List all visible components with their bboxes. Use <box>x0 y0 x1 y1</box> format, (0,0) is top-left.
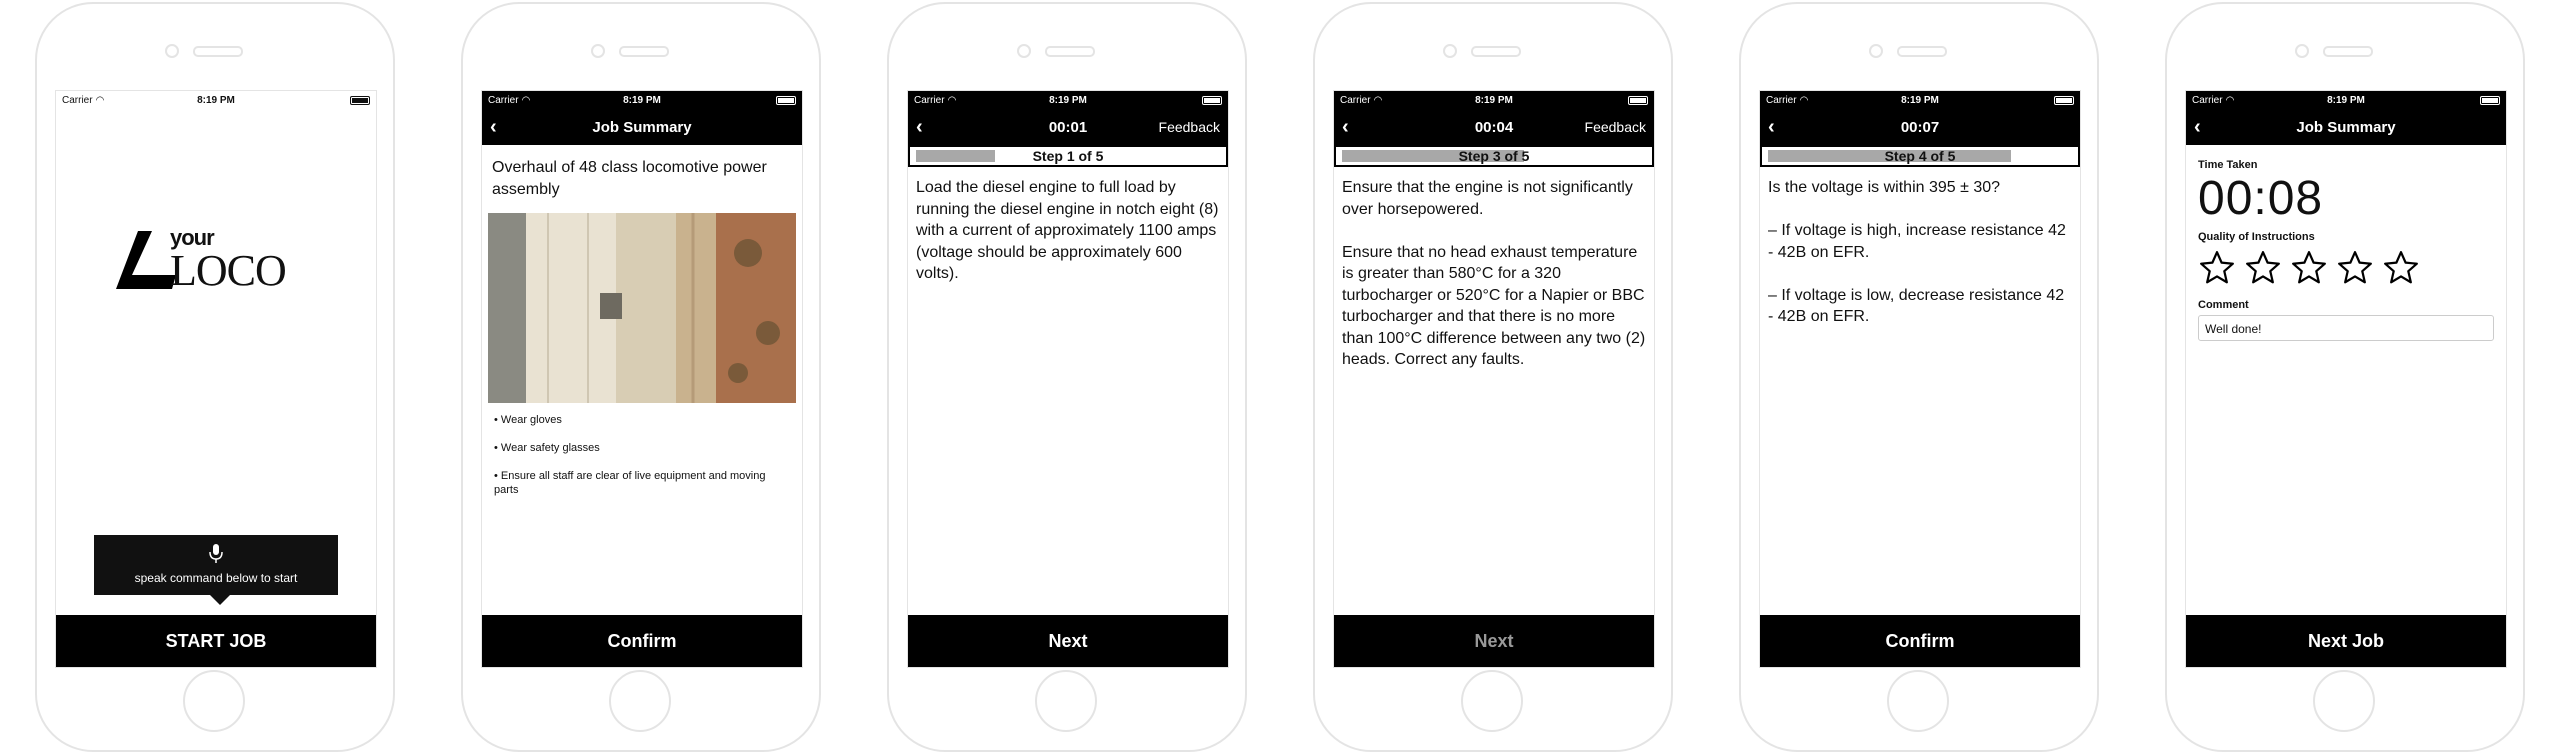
camera <box>2295 44 2309 58</box>
feedback-button[interactable]: Feedback <box>1584 119 1646 135</box>
home-button <box>2313 670 2375 732</box>
speaker <box>1045 46 1095 57</box>
battery-icon <box>776 96 796 105</box>
logo-small-text: your <box>170 225 214 250</box>
status-bar <box>56 91 376 109</box>
feedback-button[interactable]: Feedback <box>1158 119 1220 135</box>
speaker <box>193 46 243 57</box>
home-button <box>183 670 245 732</box>
step-timer: 00:07 <box>1900 118 1940 136</box>
battery-icon <box>2480 96 2500 105</box>
back-chevron-icon[interactable]: ‹ <box>916 116 923 138</box>
carrier-label: Carrier <box>2192 94 2223 106</box>
status-bar <box>2186 91 2506 109</box>
star-icon[interactable] <box>2290 249 2328 287</box>
step-instructions: Load the diesel engine to full load by running the diesel engine in notch eight (8) with a current of approximately 1100 amps (voltage should be approximately 600 volts). <box>916 179 1219 282</box>
status-time: 8:19 PM <box>623 94 661 106</box>
status-bar <box>1334 91 1654 109</box>
nav-title: Job Summary <box>592 118 692 136</box>
carrier-label: Carrier <box>62 94 93 106</box>
speaker <box>1471 46 1521 57</box>
carrier-label: Carrier <box>1340 94 1371 106</box>
next-job-button[interactable]: Next Job <box>2186 615 2506 667</box>
step-progress <box>908 145 1228 167</box>
step-label: Step 3 of 5 <box>1458 148 1530 164</box>
phone-frame-1 <box>35 2 395 752</box>
confirm-button[interactable]: Confirm <box>482 615 802 667</box>
battery-icon <box>350 96 370 105</box>
app-logo <box>116 225 326 301</box>
wifi-icon: ◠ <box>1799 94 1809 106</box>
wifi-icon: ◠ <box>947 94 957 106</box>
step-3-screen <box>1333 90 1655 668</box>
home-button <box>1887 670 1949 732</box>
back-chevron-icon[interactable]: ‹ <box>490 116 497 138</box>
wifi-icon: ◠ <box>1373 94 1383 106</box>
start-screen <box>55 90 377 668</box>
star-icon[interactable] <box>2336 249 2374 287</box>
rating-stars <box>2186 243 2506 293</box>
status-time: 8:19 PM <box>1049 94 1087 106</box>
step-progress <box>1760 145 2080 167</box>
star-icon[interactable] <box>2382 249 2420 287</box>
safety-list <box>482 403 802 521</box>
wifi-icon: ◠ <box>95 94 105 106</box>
next-button[interactable]: Next <box>1334 615 1654 667</box>
nav-bar <box>1334 109 1654 145</box>
completion-summary-screen <box>2185 90 2507 668</box>
battery-icon <box>1628 96 1648 105</box>
status-time: 8:19 PM <box>1901 94 1939 106</box>
camera <box>1443 44 1457 58</box>
nav-bar <box>1760 109 2080 145</box>
speaker <box>2323 46 2373 57</box>
step-timer: 00:01 <box>1048 118 1088 136</box>
job-summary-screen <box>481 90 803 668</box>
phone-frame-6 <box>2165 2 2525 752</box>
star-icon[interactable] <box>2198 249 2236 287</box>
status-time: 8:19 PM <box>1475 94 1513 106</box>
speaker <box>619 46 669 57</box>
nav-bar <box>2186 109 2506 145</box>
home-button <box>1461 670 1523 732</box>
back-chevron-icon[interactable]: ‹ <box>2194 116 2201 138</box>
phone-frame-5 <box>1739 2 2099 752</box>
step-instructions: Is the voltage is within 395 ± 30? – If voltage is high, increase resistance 42 - 42B on EFR. – If voltage is low, decrease resistance 42 - 42B on EFR. <box>1768 179 2066 325</box>
back-chevron-icon[interactable]: ‹ <box>1768 116 1775 138</box>
aerial-photo-image <box>488 213 796 403</box>
star-icon[interactable] <box>2244 249 2282 287</box>
phone-frame-4 <box>1313 2 1673 752</box>
microphone-icon <box>206 543 226 565</box>
phone-frame-3 <box>887 2 1247 752</box>
home-button <box>1035 670 1097 732</box>
voice-tooltip <box>94 535 338 595</box>
step-progress <box>1334 145 1654 167</box>
quality-label: Quality of Instructions <box>2198 231 2315 243</box>
carrier-label: Carrier <box>1766 94 1797 106</box>
carrier-label: Carrier <box>488 94 519 106</box>
phone-frame-2 <box>461 2 821 752</box>
job-heading: Overhaul of 48 class locomotive power assembly <box>492 159 767 198</box>
status-time: 8:19 PM <box>197 94 235 106</box>
status-bar <box>1760 91 2080 109</box>
step-instructions: Ensure that the engine is not significantly over horsepowered. Ensure that no head exhaust temperature is greater than 580°C for a 320 turbocharger or 520°C for a Napier or BBC turbocharger and that there is no more than 100°C difference between any two (2) heads. Correct any faults. <box>1342 179 1646 368</box>
step-4-screen <box>1759 90 2081 668</box>
start-job-button[interactable]: START JOB <box>56 615 376 667</box>
list-item: • Wear gloves <box>494 414 562 426</box>
step-label: Step 4 of 5 <box>1884 148 1956 164</box>
step-1-screen <box>907 90 1229 668</box>
step-timer: 00:04 <box>1474 118 1514 136</box>
next-button[interactable]: Next <box>908 615 1228 667</box>
status-time: 8:19 PM <box>2327 94 2365 106</box>
comment-label: Comment <box>2198 299 2249 311</box>
time-taken-value: 00:08 <box>2198 172 2324 225</box>
list-item: • Wear safety glasses <box>494 442 600 454</box>
wifi-icon: ◠ <box>2225 94 2235 106</box>
wifi-icon: ◠ <box>521 94 531 106</box>
camera <box>1869 44 1883 58</box>
list-item: • Ensure all staff are clear of live equipment and moving parts <box>494 470 766 496</box>
carrier-label: Carrier <box>914 94 945 106</box>
logo-main-text: LOCO <box>170 246 286 295</box>
tooltip-text: speak command below to start <box>134 571 298 585</box>
nav-title: Job Summary <box>2296 118 2396 136</box>
confirm-button[interactable]: Confirm <box>1760 615 2080 667</box>
home-button <box>609 670 671 732</box>
camera <box>591 44 605 58</box>
locomotive-photo <box>488 213 796 403</box>
battery-icon <box>1202 96 1222 105</box>
back-chevron-icon[interactable]: ‹ <box>1342 116 1349 138</box>
camera <box>165 44 179 58</box>
comment-input[interactable]: Well done! <box>2198 315 2494 341</box>
nav-bar <box>482 109 802 145</box>
camera <box>1017 44 1031 58</box>
status-bar <box>908 91 1228 109</box>
status-bar <box>482 91 802 109</box>
nav-bar <box>908 109 1228 145</box>
battery-icon <box>2054 96 2074 105</box>
step-label: Step 1 of 5 <box>1032 148 1104 164</box>
speaker <box>1897 46 1947 57</box>
time-taken-label: Time Taken <box>2198 159 2258 171</box>
